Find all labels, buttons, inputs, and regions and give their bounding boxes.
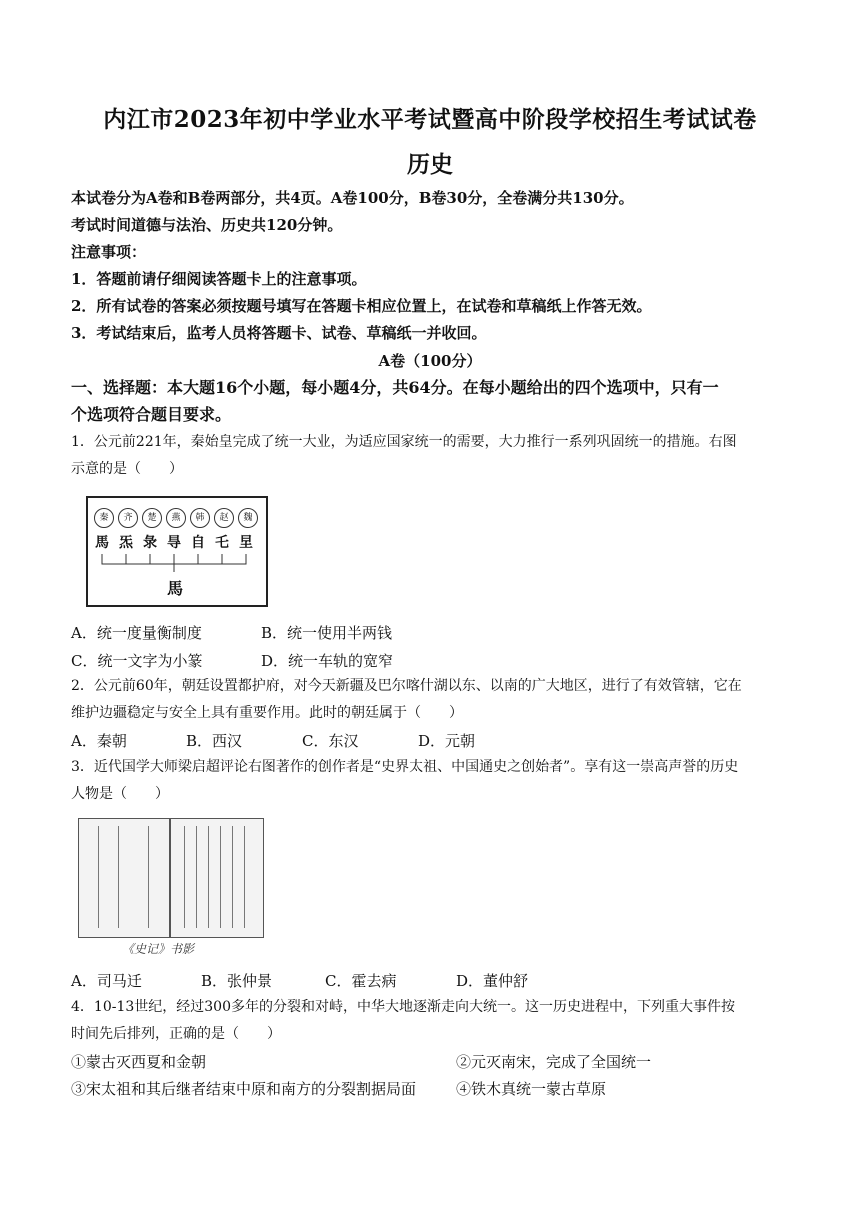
q4-stem-1: 4．10-13世纪，经过300多年的分裂和对峙，中华大地逐渐走向大统一。这一历史进程中，下列重大事件按	[71, 999, 735, 1015]
q4-item-3: ③宋太祖和其后继者结束中原和南方的分裂割据局面	[71, 1080, 417, 1098]
q3-option-c: C．霍去病	[325, 972, 397, 990]
q1-option-b: B．统一使用半两钱	[261, 624, 393, 642]
q2-option-d: D．元朝	[418, 732, 476, 750]
q4-item-4: ④铁木真统一蒙古草原	[456, 1080, 607, 1098]
section-a-heading: A卷（100分）	[378, 352, 482, 370]
q3-figure-caption: 《史记》书影	[122, 942, 195, 956]
exam-title: 内江市2023年初中学业水平考试暨高中阶段学校招生考试试卷	[103, 106, 757, 133]
q2-option-b: B．西汉	[186, 732, 243, 750]
intro-line-1: 本试卷分为A卷和B卷两部分，共4页。A卷100分，B卷30分，全卷满分共130分。	[71, 189, 634, 207]
q1-figure	[86, 496, 268, 607]
q2-option-a: A．秦朝	[71, 732, 127, 750]
q1-option-c: C．统一文字为小篆	[71, 652, 203, 670]
book-left-page	[78, 818, 170, 938]
exam-subject: 历史	[407, 151, 453, 178]
glyph-yan: 㝵	[167, 535, 181, 551]
seal-yan: 燕	[166, 508, 186, 528]
notice-item-2: 2．所有试卷的答案必须按题号填写在答题卡相应位置上，在试卷和草稿纸上作答无效。	[71, 297, 652, 315]
glyph-unified: 馬	[167, 579, 184, 598]
q1-option-a: A．统一度量衡制度	[71, 624, 202, 642]
glyph-chu: 彔	[143, 535, 157, 551]
q1-stem-1: 1．公元前221年，秦始皇完成了统一大业，为适应国家统一的需要，大力推行一系列巩固统一的措施。右图	[71, 434, 737, 450]
q4-item-2: ②元灭南宋，完成了全国统一	[456, 1053, 652, 1071]
glyph-han: 自	[191, 535, 205, 551]
seal-qi: 齐	[118, 508, 138, 528]
seal-wei: 魏	[238, 508, 258, 528]
q3-option-d: D．董仲舒	[456, 972, 529, 990]
q3-stem-2: 人物是（ ）	[71, 786, 169, 802]
q1-option-d: D．统一车轨的宽窄	[261, 652, 394, 670]
notice-item-1: 1．答题前请仔细阅读答题卡上的注意事项。	[71, 270, 367, 288]
seal-chu: 楚	[142, 508, 162, 528]
q3-option-a: A．司马迁	[71, 972, 142, 990]
notice-heading: 注意事项：	[71, 243, 147, 261]
seal-zhao: 赵	[214, 508, 234, 528]
notice-item-3: 3．考试结束后，监考人员将答题卡、试卷、草稿纸一并收回。	[71, 324, 487, 342]
seal-qin: 秦	[94, 508, 114, 528]
q4-stem-2: 时间先后排列，正确的是（ ）	[71, 1026, 281, 1042]
q3-stem-1: 3．近代国学大师梁启超评论右图著作的创作者是“史界太祖、中国通史之创始者”。享有这一崇高声誉的历史	[71, 759, 739, 775]
part-one-instructions-2: 个选项符合题目要求。	[71, 405, 232, 424]
glyph-zhao: 乇	[215, 535, 229, 551]
q4-item-1: ①蒙古灭西夏和金朝	[71, 1053, 207, 1071]
q2-stem-2: 维护边疆稳定与安全上具有重要作用。此时的朝廷属于（ ）	[71, 705, 463, 721]
q2-stem-1: 2．公元前60年，朝廷设置都护府，对今天新疆及巴尔喀什湖以东、以南的广大地区，进行了有效管辖，它在	[71, 678, 742, 694]
q1-stem-2: 示意的是（ ）	[71, 461, 183, 477]
glyph-qi: 炁	[119, 535, 133, 551]
q2-option-c: C．东汉	[302, 732, 359, 750]
q3-option-b: B．张仲景	[201, 972, 273, 990]
part-one-instructions-1: 一、选择题：本大题16个小题，每小题4分，共64分。在每小题给出的四个选项中，只有一	[71, 378, 719, 397]
glyph-wei: 圼	[239, 535, 253, 551]
glyph-qin: 馬	[95, 535, 109, 551]
seal-han: 韩	[190, 508, 210, 528]
intro-line-2: 考试时间道德与法治、历史共120分钟。	[71, 216, 343, 234]
